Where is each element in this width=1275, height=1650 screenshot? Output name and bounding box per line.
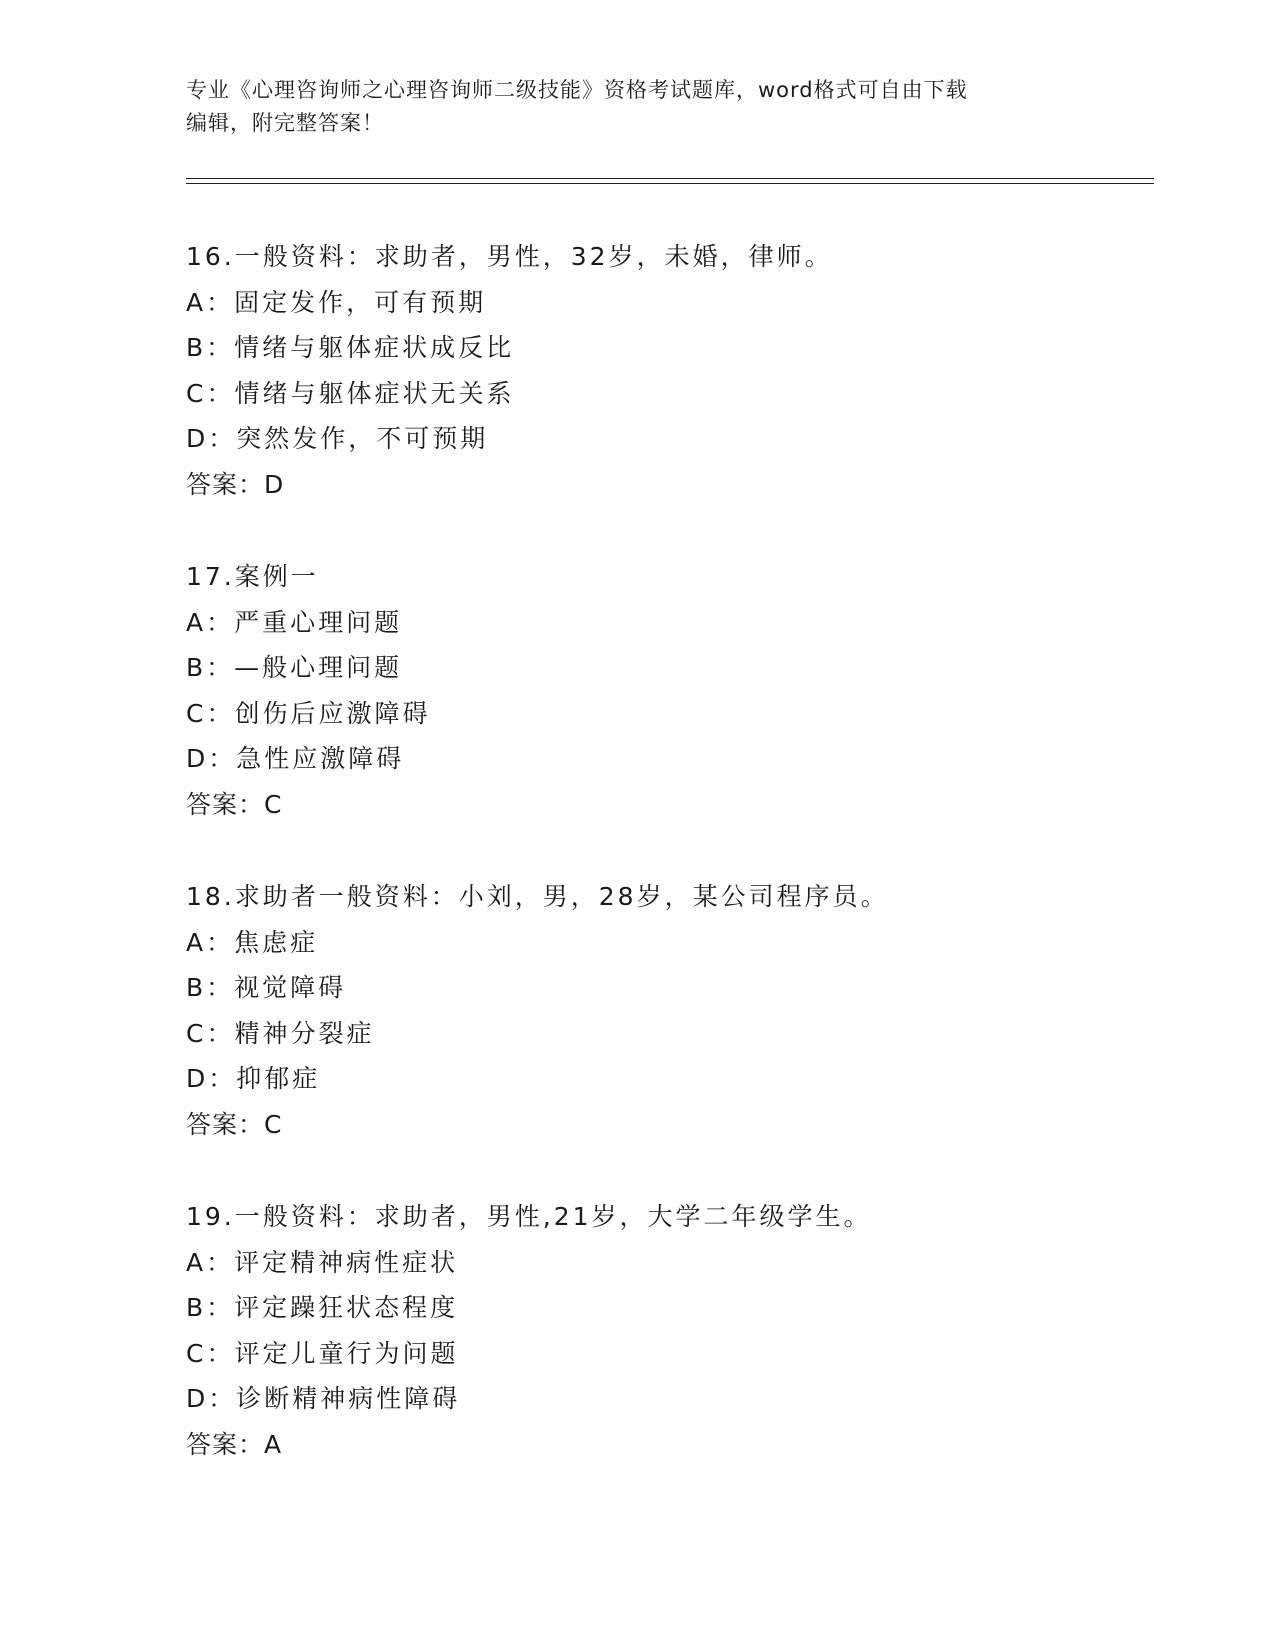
- document-header: [186, 74, 1086, 140]
- question-stem: 19.一般资料：求助者，男性,21岁，大学二年级学生。: [186, 1202, 872, 1231]
- option-a: A：评定精神病性症状: [186, 1247, 459, 1277]
- option-c: C：精神分裂症: [186, 1018, 375, 1048]
- answer-line: 答案：D: [186, 469, 285, 499]
- question-16: [186, 234, 1136, 507]
- option-c: C：创伤后应激障碍: [186, 698, 431, 728]
- option-d: D：抑郁症: [186, 1064, 321, 1093]
- answer-line: 答案：A: [186, 1429, 283, 1459]
- question-stem: 18.求助者一般资料：小刘，男，28岁，某公司程序员。: [186, 882, 889, 911]
- question-stem: 17.案例一: [186, 562, 319, 591]
- question-17: [186, 554, 1136, 827]
- answer-line: 答案：C: [186, 789, 283, 819]
- option-b: B：—般心理问题: [186, 653, 403, 682]
- header-line-2: 编辑，附完整答案！: [186, 111, 384, 135]
- option-b: B：视觉障碍: [186, 973, 347, 1002]
- option-a: A：严重心理问题: [186, 607, 403, 637]
- option-c: C：评定儿童行为问题: [186, 1338, 459, 1368]
- header-divider-top: [186, 178, 1154, 179]
- option-a: A：固定发作，可有预期: [186, 287, 487, 317]
- answer-line: 答案：C: [186, 1109, 283, 1139]
- option-d: D：急性应激障碍: [186, 744, 405, 773]
- option-d: D：突然发作，不可预期: [186, 424, 489, 453]
- option-a: A：焦虑症: [186, 927, 319, 957]
- header-divider-bottom: [186, 183, 1154, 184]
- option-b: B：情绪与躯体症状成反比: [186, 333, 515, 362]
- option-c: C：情绪与躯体症状无关系: [186, 378, 515, 408]
- question-stem: 16.一般资料：求助者，男性，32岁，未婚，律师。: [186, 242, 833, 271]
- question-19: [186, 1194, 1136, 1467]
- option-b: B：评定躁狂状态程度: [186, 1293, 459, 1322]
- option-d: D：诊断精神病性障碍: [186, 1384, 461, 1413]
- header-line-1: 专业《心理咨询师之心理咨询师二级技能》资格考试题库，word格式可自由下载: [186, 78, 968, 102]
- question-18: [186, 874, 1136, 1147]
